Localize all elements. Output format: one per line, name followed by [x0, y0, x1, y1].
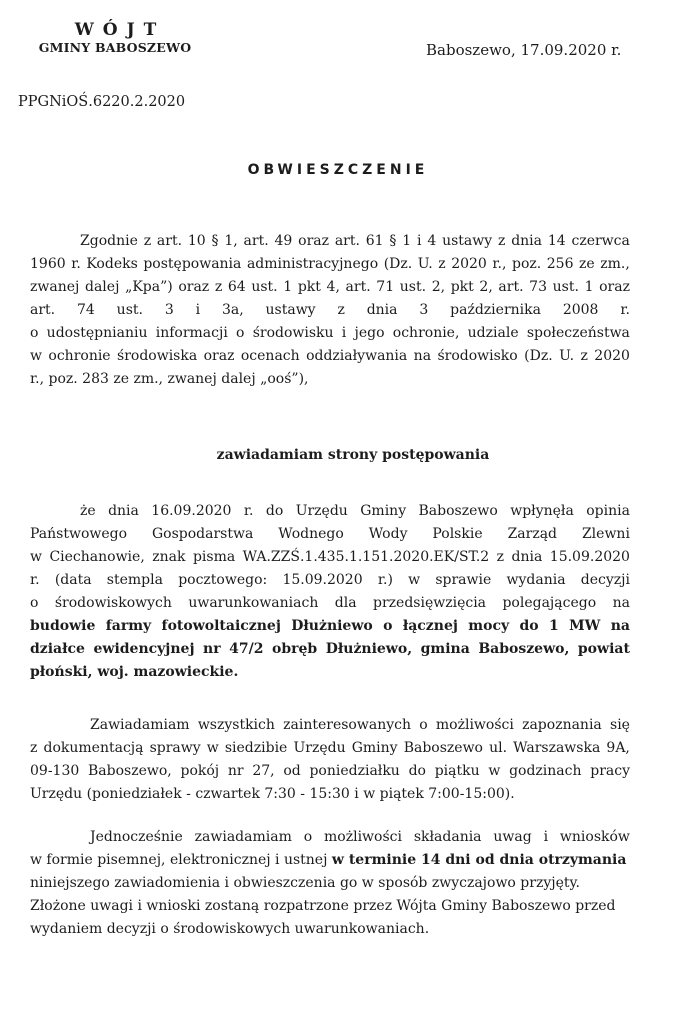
word: 3 [164, 302, 174, 318]
word: 4, [326, 279, 340, 295]
word: 4 [427, 233, 437, 249]
body-line [30, 548, 630, 571]
word: o [30, 325, 39, 341]
word: dnia [511, 233, 542, 249]
word: 2020 [594, 348, 630, 364]
word: środowisku [252, 325, 334, 341]
word: art. [345, 279, 371, 295]
word: godzinach [509, 763, 582, 779]
word: art. [30, 302, 56, 318]
word: art. [243, 233, 269, 249]
word: 2, [431, 279, 446, 295]
word: i [543, 829, 549, 845]
seal-subtitle: GMINY BABOSZEWO [38, 40, 192, 55]
word: piątku [434, 763, 480, 779]
intro-line [30, 324, 630, 347]
remarks-line: niniejszego zawiadomienia i obwieszczenia go w sposób zwyczajowo przyjęty. [30, 875, 580, 891]
word: zapoznania [522, 717, 602, 733]
word: r. [71, 256, 81, 272]
body-paragraph [30, 502, 630, 686]
word: ust. [552, 279, 579, 295]
word: informacji [155, 325, 228, 341]
document-title: OBWIESZCZENIE [247, 162, 429, 178]
intro-line [30, 278, 630, 301]
word: „Kpa”) [125, 279, 173, 295]
word: art. [334, 233, 360, 249]
word: oddziaływania [306, 348, 408, 364]
word: 1 [584, 279, 594, 295]
word: decyzji [580, 572, 630, 588]
word: w [30, 348, 42, 364]
word: 2, [479, 279, 493, 295]
intro-line [30, 301, 630, 324]
word: Gminy [351, 740, 398, 756]
word: z [143, 233, 152, 249]
word: 2020 [451, 256, 487, 272]
notice-line [30, 739, 630, 762]
word: § [211, 233, 219, 249]
word: zwanej [30, 279, 80, 295]
body-line [30, 502, 630, 525]
word: środowiska [117, 348, 198, 364]
word: ust. [251, 279, 278, 295]
word: Kodeks [86, 256, 138, 272]
word: 2008 [562, 302, 599, 318]
word: powiat [577, 641, 630, 657]
remarks-line [30, 851, 630, 874]
word: Baboszewo, [478, 641, 570, 657]
word: Państwowego [30, 526, 128, 542]
word: oraz [599, 279, 630, 295]
word: wszystkich [197, 717, 275, 733]
word: o [303, 829, 313, 845]
word: zm., [600, 256, 630, 272]
word: r. [243, 503, 254, 519]
word: dokumentacją [43, 740, 144, 756]
word: ochronie [48, 348, 111, 364]
body-line [30, 525, 630, 548]
word: fotowoltaicznej [161, 618, 281, 634]
word: wpłynęła [510, 503, 574, 519]
word: z [438, 256, 446, 272]
word: Zawiadamiam [90, 717, 190, 733]
word: czerwca [571, 233, 630, 249]
word: 256 [546, 256, 574, 272]
word: i [341, 325, 347, 341]
body-line [30, 571, 630, 594]
place-date: Baboszewo, 17.09.2020 r. [426, 41, 622, 59]
word: § [389, 233, 397, 249]
word: art. [156, 233, 183, 249]
word: MW [569, 618, 601, 634]
word: ust. [399, 279, 427, 295]
word: Warszawska [513, 740, 601, 756]
word: z [496, 549, 505, 565]
word: w [30, 549, 42, 565]
word: października [450, 302, 541, 318]
word: Zgodnie [80, 233, 138, 249]
word: 74 [76, 302, 95, 318]
word: polegającego [502, 595, 597, 611]
word: U. [559, 348, 575, 364]
word: opinia [586, 503, 630, 519]
word: Jednocześnie [90, 829, 183, 845]
word: 9A, [606, 740, 630, 756]
word: pocztowego: [178, 572, 268, 588]
word: pkt [450, 279, 474, 295]
word: U. [417, 256, 433, 272]
word: budowie [30, 618, 96, 634]
word: Zlewni [581, 526, 630, 542]
word: przedsięwzięcia [373, 595, 487, 611]
word: nr [227, 763, 244, 779]
word: poz. [512, 256, 542, 272]
word: dnia [366, 302, 398, 318]
word: Ciechanowie, [49, 549, 145, 565]
word: uwarunkowaniach [188, 595, 319, 611]
word: Baboszewo, [88, 763, 172, 779]
word: 47/2 [229, 641, 264, 657]
word: Polskie [432, 526, 483, 542]
word: z [497, 233, 506, 249]
word: 73 [529, 279, 547, 295]
word: 1960 [30, 256, 66, 272]
word: 15.09.2020 [549, 549, 630, 565]
word: społeczeństwa [526, 325, 630, 341]
word: zainteresowanych [283, 717, 411, 733]
remarks-line: wydaniem decyzji o środowiskowych uwarunkowaniach. [30, 921, 430, 937]
word: ustawy [442, 233, 493, 249]
word: r. [620, 302, 630, 318]
remarks-text: w formie pisemnej, elektronicznej i ustnej [30, 852, 332, 868]
body-line-bold [30, 617, 630, 640]
word: pracy [590, 763, 630, 779]
word: się [610, 717, 630, 733]
word: Dłużniewo, [325, 641, 413, 657]
word: nr [203, 641, 221, 657]
word: środowiskowych [54, 595, 172, 611]
word: 27, [252, 763, 275, 779]
word: ustawy [265, 302, 316, 318]
word: uwag [493, 829, 532, 845]
word: gmina [420, 641, 470, 657]
word: pkt [297, 279, 321, 295]
word: sprawie [435, 572, 492, 588]
word: obręb [272, 641, 318, 657]
word: dalej [85, 279, 120, 295]
word: w [488, 763, 501, 779]
deadline-text: w terminie 14 dni od dnia otrzymania [331, 852, 627, 868]
word: zawiadamiam [194, 829, 292, 845]
word: działce [30, 641, 85, 657]
word: dla [334, 595, 357, 611]
word: WA.ZZŚ.1.435.1.151.2020.EK/ST.2 [242, 549, 490, 565]
word: z [337, 302, 345, 318]
word: w [408, 572, 421, 588]
word: łącznej [402, 618, 458, 634]
word: i [195, 302, 201, 318]
intro-paragraph [30, 232, 630, 393]
word: stempla [106, 572, 163, 588]
word: 64 [227, 279, 246, 295]
word: udziale [467, 325, 519, 341]
word: Urzędu [293, 740, 346, 756]
word: r.) [377, 572, 393, 588]
word: jego [354, 325, 385, 341]
word: ewidencyjnej [93, 641, 195, 657]
word: i [417, 233, 422, 249]
word: na [610, 618, 630, 634]
word: dnia [511, 549, 543, 565]
word: 1 [283, 279, 293, 295]
intro-line: r., poz. 283 ze zm., zwanej dalej „ooś”), [30, 371, 309, 387]
word: na [612, 595, 630, 611]
body-line-bold: płoński, woj. mazowieckie. [30, 664, 239, 680]
word: (Dz. [383, 256, 413, 272]
reference-number: PPGNiOŚ.6220.2.2020 [18, 94, 186, 110]
word: 3a, [221, 302, 244, 318]
word: z [30, 740, 38, 756]
word: z [214, 279, 223, 295]
remarks-line: Złożone uwagi i wnioski zostaną rozpatrzone przez Wójta Gminy Baboszewo przed [30, 898, 616, 914]
remarks-line [30, 828, 630, 851]
word: oraz [298, 233, 329, 249]
word: siedzibie [224, 740, 288, 756]
notice-line: Urzędu (poniedziałek - czwartek 7:30 - 15:30 i w piątek 7:00-15:00). [30, 786, 515, 802]
notice-paragraph [30, 716, 630, 808]
word: 3 [419, 302, 429, 318]
word: o [383, 618, 393, 634]
intro-line [30, 347, 630, 370]
word: Zarząd [507, 526, 558, 542]
word: możliwości [324, 829, 402, 845]
word: pokój [180, 763, 220, 779]
word: art. [498, 279, 524, 295]
word: 1, [224, 233, 238, 249]
word: ul. [489, 740, 508, 756]
word: o [30, 595, 39, 611]
word: do [265, 503, 284, 519]
seal-title: WÓJT [74, 20, 166, 40]
word: składania [413, 829, 482, 845]
word: Baboszewo [418, 503, 498, 519]
word: r., [492, 256, 507, 272]
word: do [408, 763, 426, 779]
word: 1 [549, 618, 559, 634]
word: 16.09.2020 [151, 503, 232, 519]
word: oraz [178, 279, 210, 295]
word: 09-130 [30, 763, 80, 779]
word: o [236, 325, 245, 341]
word: na [413, 348, 432, 364]
word: że [80, 503, 96, 519]
word: postępowania [143, 256, 242, 272]
word: oraz [203, 348, 235, 364]
word: od [283, 763, 301, 779]
word: 61 [365, 233, 384, 249]
word: ust. [116, 302, 143, 318]
word: Gospodarstwa [151, 526, 254, 542]
word: 15.09.2020 [282, 572, 363, 588]
word: (Dz. [524, 348, 553, 364]
word: farmy [105, 618, 152, 634]
word: możliwości [435, 717, 514, 733]
word: wniosków [559, 829, 630, 845]
word: Urzędu [295, 503, 348, 519]
word: o [419, 717, 428, 733]
body-line-bold [30, 640, 630, 663]
word: 71 [376, 279, 395, 295]
word: w [206, 740, 219, 756]
word: administracyjnego [246, 256, 379, 272]
word: środowisko [437, 348, 518, 364]
word: 1 [402, 233, 412, 249]
remarks-paragraph [30, 828, 630, 943]
word: znak [152, 549, 186, 565]
word: 49 [274, 233, 293, 249]
word: r. [30, 572, 40, 588]
word: (data [54, 572, 92, 588]
word: dnia [108, 503, 139, 519]
word: sprawy [149, 740, 201, 756]
word: mocy [468, 618, 510, 634]
word: Dłużniewo [291, 618, 373, 634]
section-heading: zawiadamiam strony postępowania [216, 447, 490, 463]
body-line [30, 594, 630, 617]
word: do [519, 618, 539, 634]
intro-line [30, 255, 630, 278]
word: ocenach [240, 348, 300, 364]
word: wydania [506, 572, 566, 588]
word: pisma [192, 549, 236, 565]
intro-line [30, 232, 630, 255]
word: 14 [547, 233, 566, 249]
word: 10 [187, 233, 206, 249]
word: Gminy [360, 503, 407, 519]
word: z [580, 348, 588, 364]
word: ze [579, 256, 595, 272]
word: Wody [368, 526, 408, 542]
word: ochronie, [392, 325, 460, 341]
notice-line [30, 762, 630, 785]
word: Baboszewo [403, 740, 483, 756]
word: Wodnego [278, 526, 344, 542]
notice-line [30, 716, 630, 739]
word: poniedziałku [309, 763, 400, 779]
official-seal [20, 20, 210, 56]
word: udostępnianiu [46, 325, 148, 341]
